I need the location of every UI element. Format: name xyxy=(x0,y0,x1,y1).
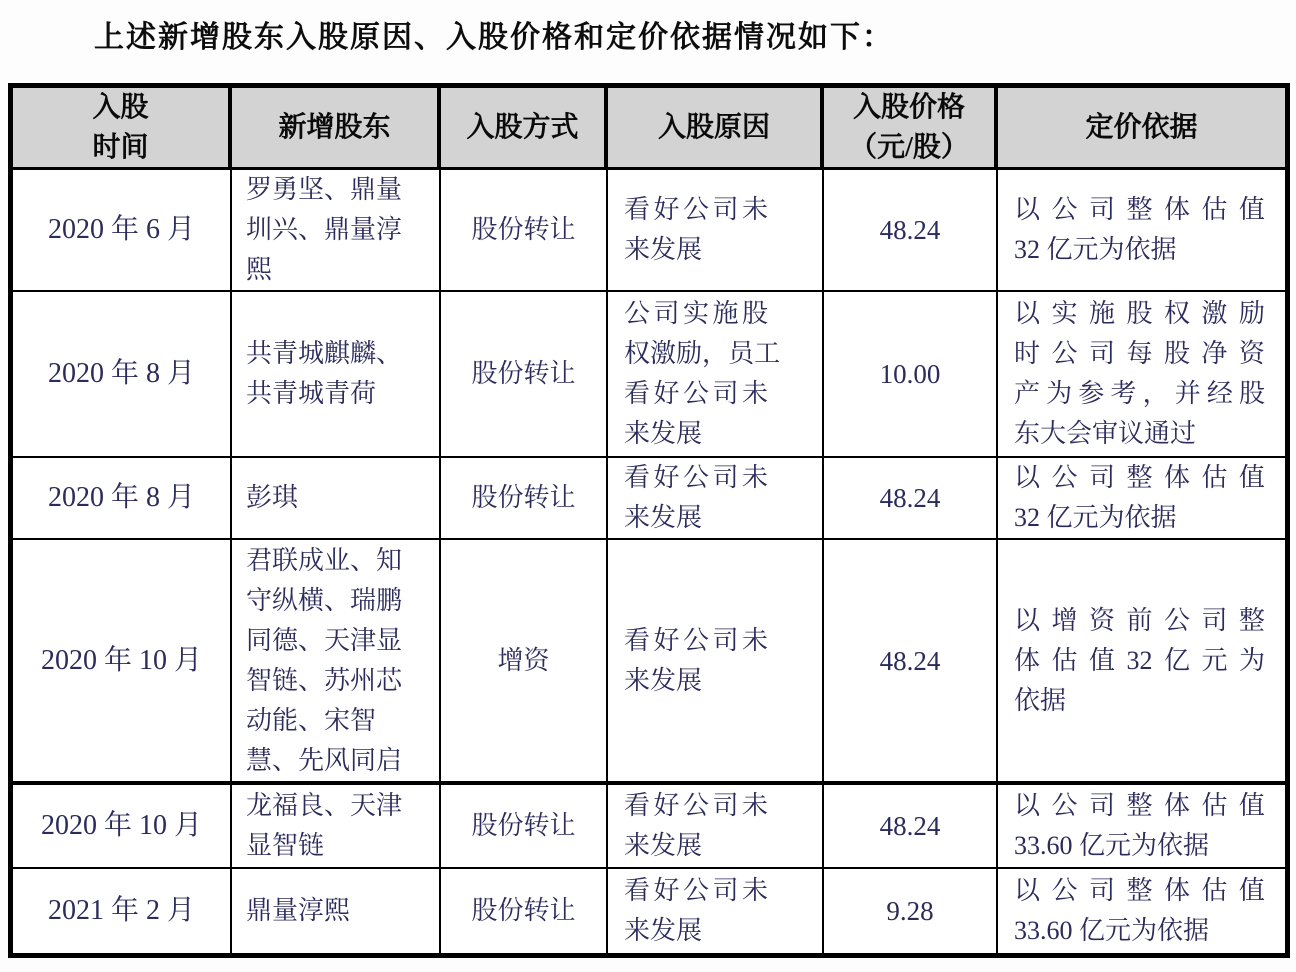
cell-shareholders xyxy=(232,869,441,953)
cell-line: 守纵横、瑞鹏 xyxy=(246,585,403,615)
cell-line: 32 亿元为依据 xyxy=(1014,235,1177,264)
cell-line: 48.24 xyxy=(879,645,941,676)
cell-line: 股份转让 xyxy=(471,483,576,512)
cell-price xyxy=(824,540,998,785)
cell-line: 来发展 xyxy=(624,503,703,532)
cell-basis xyxy=(998,458,1285,540)
header-cell-reason xyxy=(608,88,824,170)
cell-reason xyxy=(608,785,824,869)
shareholder-table xyxy=(8,83,1290,958)
cell-line: 时 公 司 每 股 净 资 xyxy=(1014,339,1265,368)
cell-line: 熙 xyxy=(246,255,273,284)
cell-line: 依据 xyxy=(1014,685,1067,715)
cell-reason xyxy=(608,540,824,785)
cell-line: 股份转让 xyxy=(471,359,576,388)
cell-line: 2020 年 8 月 xyxy=(47,482,195,513)
cell-line: 48.24 xyxy=(879,215,941,245)
header-label-line: 入股 xyxy=(92,91,149,123)
header-cell-basis xyxy=(998,88,1285,170)
cell-line: 以 公 司 整 体 估 值 xyxy=(1014,876,1265,905)
cell-shareholders xyxy=(232,458,441,540)
cell-price xyxy=(824,785,998,869)
cell-line: 10.00 xyxy=(879,359,941,389)
cell-price xyxy=(824,458,998,540)
cell-line: 罗勇坚、鼎量 xyxy=(246,175,403,204)
cell-line: 看 好 公 司 未 xyxy=(624,625,768,655)
cell-shareholders xyxy=(232,292,441,458)
header-label-line: 入股原因 xyxy=(657,111,770,143)
cell-line: 33.60 亿元为依据 xyxy=(1014,916,1210,945)
cell-line: 以 公 司 整 体 估 值 xyxy=(1014,195,1265,224)
header-cell-shareholders xyxy=(232,88,441,170)
cell-line: 来发展 xyxy=(624,419,703,448)
header-label-line: 新增股东 xyxy=(278,111,391,143)
intro-text: 上述新增股东入股原因、入股价格和定价依据情况如下： xyxy=(94,21,894,54)
header-cell-time xyxy=(13,88,232,170)
cell-line: 以 实 施 股 权 激 励 xyxy=(1014,299,1265,328)
cell-price xyxy=(824,170,998,292)
cell-time xyxy=(13,869,232,953)
cell-line: 48.24 xyxy=(879,483,941,513)
cell-line: 来发展 xyxy=(624,665,703,695)
cell-line: 2020 年 8 月 xyxy=(47,358,195,389)
cell-line: 公 司 实 施 股 xyxy=(624,299,768,328)
cell-shareholders xyxy=(232,785,441,869)
cell-method xyxy=(441,869,608,953)
cell-time xyxy=(13,292,232,458)
cell-method xyxy=(441,170,608,292)
cell-line: 9.28 xyxy=(886,896,934,926)
cell-method xyxy=(441,458,608,540)
cell-time xyxy=(13,540,232,785)
cell-time xyxy=(13,785,232,869)
cell-line: 48.24 xyxy=(879,811,941,841)
header-label-line: 入股价格 xyxy=(852,91,965,123)
header-label-line: 时间 xyxy=(92,131,149,163)
cell-line: 2020 年 10 月 xyxy=(40,810,202,841)
cell-line: 看 好 公 司 未 xyxy=(624,195,768,224)
cell-line: 东大会审议通过 xyxy=(1014,419,1197,448)
cell-reason xyxy=(608,292,824,458)
cell-time xyxy=(13,458,232,540)
cell-line: 同德、天津显 xyxy=(246,625,403,655)
cell-price xyxy=(824,292,998,458)
cell-line: 共青城麒麟、 xyxy=(246,339,403,368)
cell-line: 彭琪 xyxy=(246,483,299,512)
cell-line: 以 公 司 整 体 估 值 xyxy=(1014,791,1265,820)
cell-line: 共青城青荷 xyxy=(246,379,377,408)
cell-shareholders xyxy=(232,170,441,292)
cell-line: 鼎量淳熙 xyxy=(246,896,351,925)
cell-line: 2020 年 10 月 xyxy=(40,644,202,676)
header-label-line: 入股方式 xyxy=(466,111,579,143)
cell-line: 显智链 xyxy=(246,831,325,860)
cell-line: 看 好 公 司 未 xyxy=(624,876,768,905)
cell-line: 动能、宋智 xyxy=(246,705,377,735)
cell-reason xyxy=(608,869,824,953)
cell-line: 以 增 资 前 公 司 整 xyxy=(1014,605,1265,635)
cell-line: 体 估 值 32 亿 元 为 xyxy=(1014,645,1265,675)
cell-line: 股份转让 xyxy=(471,896,576,925)
cell-method xyxy=(441,540,608,785)
cell-price xyxy=(824,869,998,953)
cell-basis xyxy=(998,292,1285,458)
cell-line: 来发展 xyxy=(624,831,703,860)
cell-line: 2021 年 2 月 xyxy=(47,895,195,926)
cell-basis xyxy=(998,540,1285,785)
header-label-line: 定价依据 xyxy=(1085,111,1198,143)
cell-basis xyxy=(998,170,1285,292)
cell-line: 33.60 亿元为依据 xyxy=(1014,831,1210,860)
cell-line: 智链、苏州芯 xyxy=(246,665,403,695)
header-cell-method xyxy=(441,88,608,170)
cell-line: 来发展 xyxy=(624,916,703,945)
cell-line: 君联成业、知 xyxy=(246,545,403,575)
cell-line: 来发展 xyxy=(624,235,703,264)
cell-reason xyxy=(608,170,824,292)
cell-line: 圳兴、鼎量淳 xyxy=(246,215,403,244)
cell-line: 看 好 公 司 未 xyxy=(624,791,768,820)
cell-line: 股份转让 xyxy=(471,215,576,244)
cell-basis xyxy=(998,869,1285,953)
cell-line: 2020 年 6 月 xyxy=(47,214,195,245)
cell-line: 产 为 参 考 ， 并 经 股 xyxy=(1014,379,1265,408)
cell-reason xyxy=(608,458,824,540)
cell-method xyxy=(441,785,608,869)
cell-shareholders xyxy=(232,540,441,785)
cell-line: 股份转让 xyxy=(471,811,576,840)
header-label-line: （元/股） xyxy=(849,131,969,163)
cell-line: 权 激 励 ， 员 工 xyxy=(624,339,781,368)
cell-line: 以 公 司 整 体 估 值 xyxy=(1014,463,1265,492)
header-cell-price xyxy=(824,88,998,170)
cell-basis xyxy=(998,785,1285,869)
cell-line: 看 好 公 司 未 xyxy=(624,379,768,408)
cell-time xyxy=(13,170,232,292)
cell-line: 龙福良、天津 xyxy=(246,791,403,820)
cell-line: 慧、先风同启 xyxy=(246,745,403,775)
cell-line: 增资 xyxy=(497,645,550,675)
cell-line: 看 好 公 司 未 xyxy=(624,463,768,492)
cell-line: 32 亿元为依据 xyxy=(1014,503,1177,532)
cell-method xyxy=(441,292,608,458)
